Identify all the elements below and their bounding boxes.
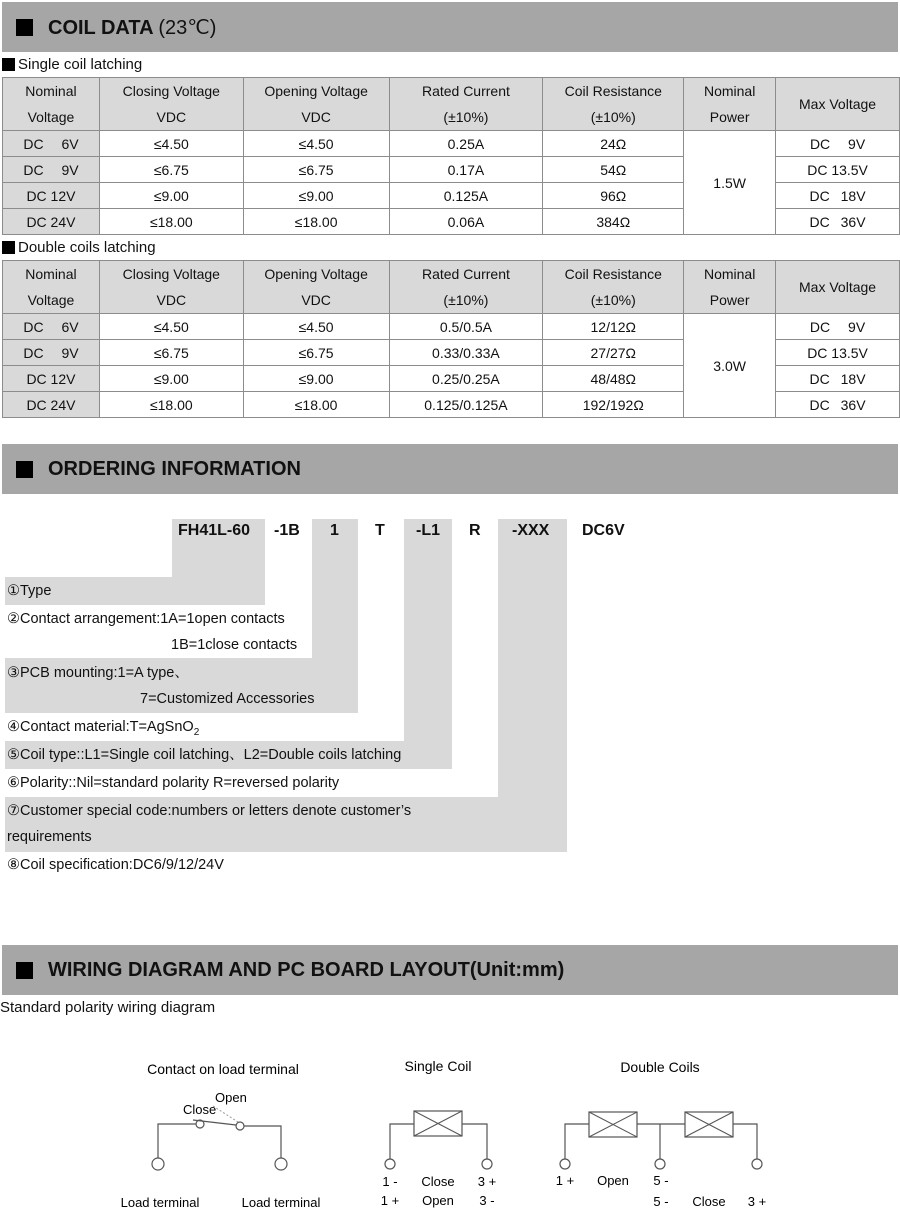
cell-opening: ≤18.00: [243, 209, 389, 235]
cell-power: 3.0W: [684, 314, 776, 418]
cell-nominal: DC 24V: [3, 392, 100, 418]
close-label: Close: [183, 1102, 217, 1117]
cell-nominal: DC 24V: [3, 209, 100, 235]
cell-current: 0.25A: [389, 131, 543, 157]
cell-closing: ≤18.00: [99, 209, 243, 235]
cell-max-voltage: DC 9V: [776, 131, 900, 157]
cell-max-voltage: DC 36V: [776, 392, 900, 418]
square-bullet-icon: [16, 19, 33, 36]
state-label: Open: [422, 1193, 454, 1208]
cell-closing: ≤18.00: [99, 392, 243, 418]
pin-3-icon: [482, 1159, 492, 1169]
cell-closing: ≤9.00: [99, 183, 243, 209]
pin-label: 5 -: [653, 1173, 669, 1188]
code-part-coil-spec: DC6V: [582, 522, 625, 539]
left-wire: [390, 1124, 414, 1159]
pin-label: 1 -: [382, 1174, 398, 1189]
order-line-custom: ⑦Customer special code:numbers or letters denote customer’s: [7, 803, 412, 819]
double-coils-diagram: [556, 1059, 766, 1208]
coil-data-title: COIL DATA (23℃): [48, 16, 217, 39]
square-bullet-icon: [16, 461, 33, 478]
coil-type-code-highlight: [404, 519, 452, 744]
cell-power: 1.5W: [684, 131, 776, 235]
cell-nominal: DC 6V: [3, 314, 100, 340]
cell-opening: ≤9.00: [243, 183, 389, 209]
pin-label: 1 +: [555, 1173, 575, 1188]
order-line-pcb: ③PCB mounting:1=A type、: [7, 665, 189, 681]
cell-max-voltage: DC 13.5V: [776, 340, 900, 366]
square-bullet-icon: [2, 58, 15, 71]
order-line-contact: ②Contact arrangement:1A=1open contacts: [7, 611, 285, 627]
header-coil-resistance: Coil Resistance (±10%): [543, 78, 684, 131]
cell-max-voltage: DC 13.5V: [776, 157, 900, 183]
single-coil-title: Single Coil: [404, 1058, 472, 1074]
cell-opening: ≤4.50: [243, 131, 389, 157]
cell-resistance: 384Ω: [543, 209, 684, 235]
pin-1-icon: [560, 1159, 570, 1169]
cell-current: 0.06A: [389, 209, 543, 235]
left-wire: [565, 1124, 589, 1159]
cell-nominal: DC 9V: [3, 340, 100, 366]
cell-max-voltage: DC 36V: [776, 209, 900, 235]
single-coil-table: [2, 77, 900, 235]
header-nominal-voltage: Nominal Voltage: [3, 78, 100, 131]
right-wire: [733, 1124, 757, 1159]
wiring-diagram-title: WIRING DIAGRAM AND PC BOARD LAYOUT(Unit:mm): [48, 958, 565, 981]
header-rated-current: Rated Current (±10%): [389, 261, 543, 314]
pin-label: 3 +: [747, 1194, 767, 1208]
code-part-contact: -1B: [274, 522, 300, 539]
double-coils-table: [2, 260, 900, 418]
single-coil-heading: Single coil latching: [2, 56, 142, 73]
right-terminal-label: Load terminal: [241, 1195, 321, 1208]
cell-nominal: DC 9V: [3, 157, 100, 183]
cell-current: 0.17A: [389, 157, 543, 183]
left-terminal-label: Load terminal: [120, 1195, 200, 1208]
cell-nominal: DC 6V: [3, 131, 100, 157]
code-part-polarity: R: [469, 522, 481, 539]
table-row: [3, 314, 900, 340]
cell-closing: ≤6.75: [99, 157, 243, 183]
state-label: Close: [421, 1174, 455, 1189]
ordering-info-header: [2, 444, 898, 494]
order-line-coil-type: ⑤Coil type::L1=Single coil latching、L2=Double coils latching: [7, 747, 402, 763]
pin-label: 1 +: [380, 1193, 400, 1208]
order-line-contact-cont: 1B=1close contacts: [171, 637, 298, 653]
header-closing-voltage: Closing Voltage VDC: [99, 261, 243, 314]
cell-closing: ≤9.00: [99, 366, 243, 392]
cell-resistance: 12/12Ω: [543, 314, 684, 340]
pin-label: 5 -: [653, 1194, 669, 1208]
right-wire: [244, 1126, 281, 1158]
order-line-custom-cont: requirements: [7, 829, 92, 845]
header-coil-resistance: Coil Resistance (±10%): [543, 261, 684, 314]
state-label: Open: [597, 1173, 629, 1188]
pcb-code-highlight: [312, 519, 358, 659]
header-opening-voltage: Opening Voltage VDC: [243, 78, 389, 131]
wiring-subtitle: Standard polarity wiring diagram: [0, 999, 216, 1016]
square-bullet-icon: [2, 241, 15, 254]
header-max-voltage: Max Voltage: [776, 78, 900, 131]
code-part-material: T: [375, 522, 385, 539]
pin-label: 3 -: [479, 1193, 495, 1208]
right-terminal-icon: [275, 1158, 287, 1170]
header-nominal-voltage: Nominal Voltage: [3, 261, 100, 314]
header-closing-voltage: Closing Voltage VDC: [99, 78, 243, 131]
cell-resistance: 24Ω: [543, 131, 684, 157]
cell-opening: ≤6.75: [243, 157, 389, 183]
cell-resistance: 48/48Ω: [543, 366, 684, 392]
contact-diagram: [121, 1061, 321, 1208]
cell-closing: ≤4.50: [99, 131, 243, 157]
header-nominal-power: Nominal Power: [684, 261, 776, 314]
code-part-coil-type: -L1: [416, 522, 440, 539]
cell-opening: ≤4.50: [243, 314, 389, 340]
moving-contact-icon: [236, 1122, 244, 1130]
cell-nominal: DC 12V: [3, 183, 100, 209]
cell-max-voltage: DC 18V: [776, 183, 900, 209]
contact-diagram-title: Contact on load terminal: [147, 1061, 299, 1077]
open-label: Open: [215, 1090, 247, 1105]
table-header-row: [3, 78, 900, 131]
cell-current: 0.33/0.33A: [389, 340, 543, 366]
cell-resistance: 27/27Ω: [543, 340, 684, 366]
open-position-line: [213, 1106, 238, 1122]
cell-current: 0.125/0.125A: [389, 392, 543, 418]
pin-1-icon: [385, 1159, 395, 1169]
cell-closing: ≤4.50: [99, 314, 243, 340]
cell-max-voltage: DC 18V: [776, 366, 900, 392]
cell-current: 0.5/0.5A: [389, 314, 543, 340]
cell-resistance: 54Ω: [543, 157, 684, 183]
order-line-pcb-cont: 7=Customized Accessories: [140, 691, 315, 707]
cell-opening: ≤6.75: [243, 340, 389, 366]
cell-current: 0.25/0.25A: [389, 366, 543, 392]
header-max-voltage: Max Voltage: [776, 261, 900, 314]
code-part-custom: -XXX: [512, 522, 550, 539]
order-line-type: ①Type: [7, 583, 52, 599]
right-wire: [462, 1124, 487, 1159]
table-row: [3, 131, 900, 157]
order-line-coil-spec: ⑧Coil specification:DC6/9/12/24V: [7, 857, 224, 873]
coil-data-header: [2, 2, 898, 52]
cell-opening: ≤18.00: [243, 392, 389, 418]
cell-opening: ≤9.00: [243, 366, 389, 392]
left-terminal-icon: [152, 1158, 164, 1170]
ordering-info-title: ORDERING INFORMATION: [48, 457, 301, 480]
header-opening-voltage: Opening Voltage VDC: [243, 261, 389, 314]
cell-resistance: 96Ω: [543, 183, 684, 209]
state-label: Close: [692, 1194, 726, 1208]
cell-current: 0.125A: [389, 183, 543, 209]
single-coil-diagram: [381, 1058, 496, 1208]
pin-label: 3 +: [477, 1174, 497, 1189]
square-bullet-icon: [16, 962, 33, 979]
double-coils-heading: Double coils latching: [2, 239, 156, 256]
code-part-pcb: 1: [330, 522, 339, 539]
order-line-polarity: ⑥Polarity::Nil=standard polarity R=reversed polarity: [7, 775, 340, 791]
cell-closing: ≤6.75: [99, 340, 243, 366]
left-wire: [158, 1124, 196, 1158]
order-line-material: ④Contact material:T=AgSnO$_2$: [7, 719, 200, 738]
cell-max-voltage: DC 9V: [776, 314, 900, 340]
table-header-row: [3, 261, 900, 314]
header-nominal-power: Nominal Power: [684, 78, 776, 131]
wiring-diagram-header: [2, 945, 898, 995]
pin-5-icon: [655, 1159, 665, 1169]
wiring-diagrams: [0, 1040, 900, 1208]
header-rated-current: Rated Current (±10%): [389, 78, 543, 131]
pin-3-icon: [752, 1159, 762, 1169]
code-part-type: FH41L-60: [178, 522, 251, 539]
cell-resistance: 192/192Ω: [543, 392, 684, 418]
cell-nominal: DC 12V: [3, 366, 100, 392]
custom-code-highlight: [498, 519, 567, 799]
double-coils-title: Double Coils: [620, 1059, 700, 1075]
